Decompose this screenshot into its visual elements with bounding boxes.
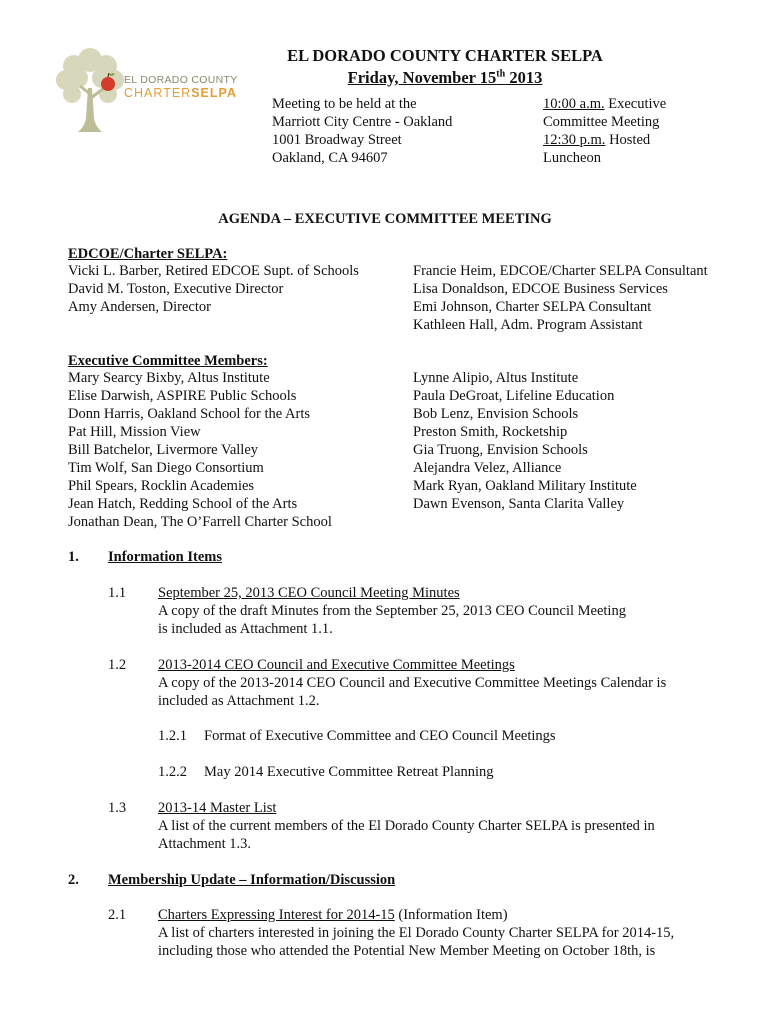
time-luncheon: 12:30 p.m. — [543, 132, 606, 148]
list-item: Alejandra Velez, Alliance — [413, 460, 562, 476]
item-2-1-line: including those who attended the Potential New Member Meeting on October 18th, is — [158, 943, 656, 959]
list-item: Phil Spears, Rocklin Academies — [68, 478, 255, 494]
item-1-3-title: 2013-14 Master List — [158, 800, 277, 816]
edcoe-list-right — [413, 262, 708, 334]
date-suffix: 2013 — [505, 68, 543, 87]
item-1-1-line: A copy of the draft Minutes from the September 25, 2013 CEO Council Meeting — [158, 603, 626, 619]
item-1-2-1-number: 1.2.1 — [158, 728, 187, 744]
list-item: Dawn Evenson, Santa Clarita Valley — [413, 496, 625, 512]
list-item: Mary Searcy Bixby, Altus Institute — [68, 370, 270, 386]
document-title: EL DORADO COUNTY CHARTER SELPA — [287, 46, 603, 65]
list-item: Bob Lenz, Envision Schools — [413, 406, 579, 422]
section-1-number: 1. — [68, 549, 79, 565]
section-2-title: Membership Update – Information/Discussion — [108, 872, 396, 888]
item-2-1-number: 2.1 — [108, 907, 127, 923]
list-item: Lisa Donaldson, EDCOE Business Services — [413, 281, 668, 297]
time-executive: 10:00 a.m. — [543, 96, 605, 112]
item-2-1-title-line — [158, 906, 674, 924]
venue-line: 1001 Broadway Street — [272, 132, 402, 148]
item-1-2-2-number: 1.2.2 — [158, 764, 187, 780]
item-1-2-line: A copy of the 2013-2014 CEO Council and Executive Committee Meetings Calendar is — [158, 675, 667, 691]
item-1-2-1-text: Format of Executive Committee and CEO Council Meetings — [204, 728, 556, 744]
item-2-1 — [158, 906, 674, 960]
item-1-3-number: 1.3 — [108, 800, 127, 816]
exec-list-right — [413, 369, 637, 513]
list-item: Mark Ryan, Oakland Military Institute — [413, 478, 637, 494]
time-executive-label: Executive — [604, 96, 667, 112]
item-1-1-line: is included as Attachment 1.1. — [158, 621, 333, 637]
item-1-2-2-text: May 2014 Executive Committee Retreat Planning — [204, 764, 494, 780]
list-item: Donn Harris, Oakland School for the Arts — [68, 406, 311, 422]
logo-text-bottom — [124, 86, 237, 100]
venue-line: Oakland, CA 94607 — [272, 150, 388, 166]
item-1-3-line: Attachment 1.3. — [158, 836, 252, 852]
time-line-2: Committee Meeting — [543, 114, 660, 130]
exec-heading: Executive Committee Members: — [68, 353, 268, 369]
section-2-number: 2. — [68, 872, 79, 888]
list-item: Lynne Alipio, Altus Institute — [413, 370, 579, 386]
time-line-3 — [543, 131, 666, 149]
list-item: David M. Toston, Executive Director — [68, 281, 284, 297]
item-1-2-line: included as Attachment 1.2. — [158, 693, 320, 709]
item-2-1-title-rest: (Information Item) — [394, 907, 508, 923]
time-luncheon-label: Hosted — [605, 132, 651, 148]
list-item: Kathleen Hall, Adm. Program Assistant — [413, 317, 643, 333]
list-item: Bill Batchelor, Livermore Valley — [68, 442, 259, 458]
list-item: Jonathan Dean, The O’Farrell Charter School — [68, 514, 332, 530]
item-1-3 — [158, 799, 655, 853]
agenda-title: AGENDA – EXECUTIVE COMMITTEE MEETING — [218, 211, 552, 227]
logo-text-top: EL DORADO COUNTY — [124, 74, 238, 86]
exec-list-left — [68, 369, 332, 531]
list-item: Preston Smith, Rocketship — [413, 424, 568, 440]
edcoe-list-left — [68, 262, 359, 316]
item-1-1-title: September 25, 2013 CEO Council Meeting Minutes — [158, 585, 460, 601]
meeting-date — [0, 68, 770, 88]
list-item: Francie Heim, EDCOE/Charter SELPA Consultant — [413, 263, 708, 279]
list-item: Vicki L. Barber, Retired EDCOE Supt. of Schools — [68, 263, 359, 279]
time-line-1 — [543, 95, 666, 113]
item-2-1-title: Charters Expressing Interest for 2014-15 — [158, 907, 395, 923]
item-1-3-line: A list of the current members of the El Dorado County Charter SELPA is presented in — [158, 818, 655, 834]
item-1-1 — [158, 584, 626, 638]
list-item: Paula DeGroat, Lifeline Education — [413, 388, 615, 404]
logo-text-charter: CHARTER — [124, 86, 192, 100]
list-item: Jean Hatch, Redding School of the Arts — [68, 496, 298, 512]
list-item: Emi Johnson, Charter SELPA Consultant — [413, 299, 652, 315]
venue-line: Marriott City Centre - Oakland — [272, 114, 453, 130]
venue-block — [272, 95, 452, 167]
item-1-1-number: 1.1 — [108, 585, 127, 601]
item-2-1-line: A list of charters interested in joining the El Dorado County Charter SELPA for 2014-15, — [158, 925, 675, 941]
list-item: Gia Truong, Envision Schools — [413, 442, 588, 458]
list-item: Elise Darwish, ASPIRE Public Schools — [68, 388, 297, 404]
item-1-2-title: 2013-2014 CEO Council and Executive Committee Meetings — [158, 657, 515, 673]
time-line-4: Luncheon — [543, 150, 601, 166]
item-1-2-number: 1.2 — [108, 657, 127, 673]
date-prefix: Friday, November 15 — [347, 68, 497, 87]
list-item: Tim Wolf, San Diego Consortium — [68, 460, 264, 476]
list-item: Amy Andersen, Director — [68, 299, 211, 315]
logo-text-selpa: SELPA — [191, 86, 237, 100]
edcoe-heading: EDCOE/Charter SELPA: — [68, 246, 228, 262]
venue-line: Meeting to be held at the — [272, 96, 417, 112]
section-1-title: Information Items — [108, 549, 222, 565]
date-sup: th — [496, 68, 506, 80]
item-1-2 — [158, 656, 666, 710]
list-item: Pat Hill, Mission View — [68, 424, 201, 440]
times-block — [543, 95, 666, 167]
